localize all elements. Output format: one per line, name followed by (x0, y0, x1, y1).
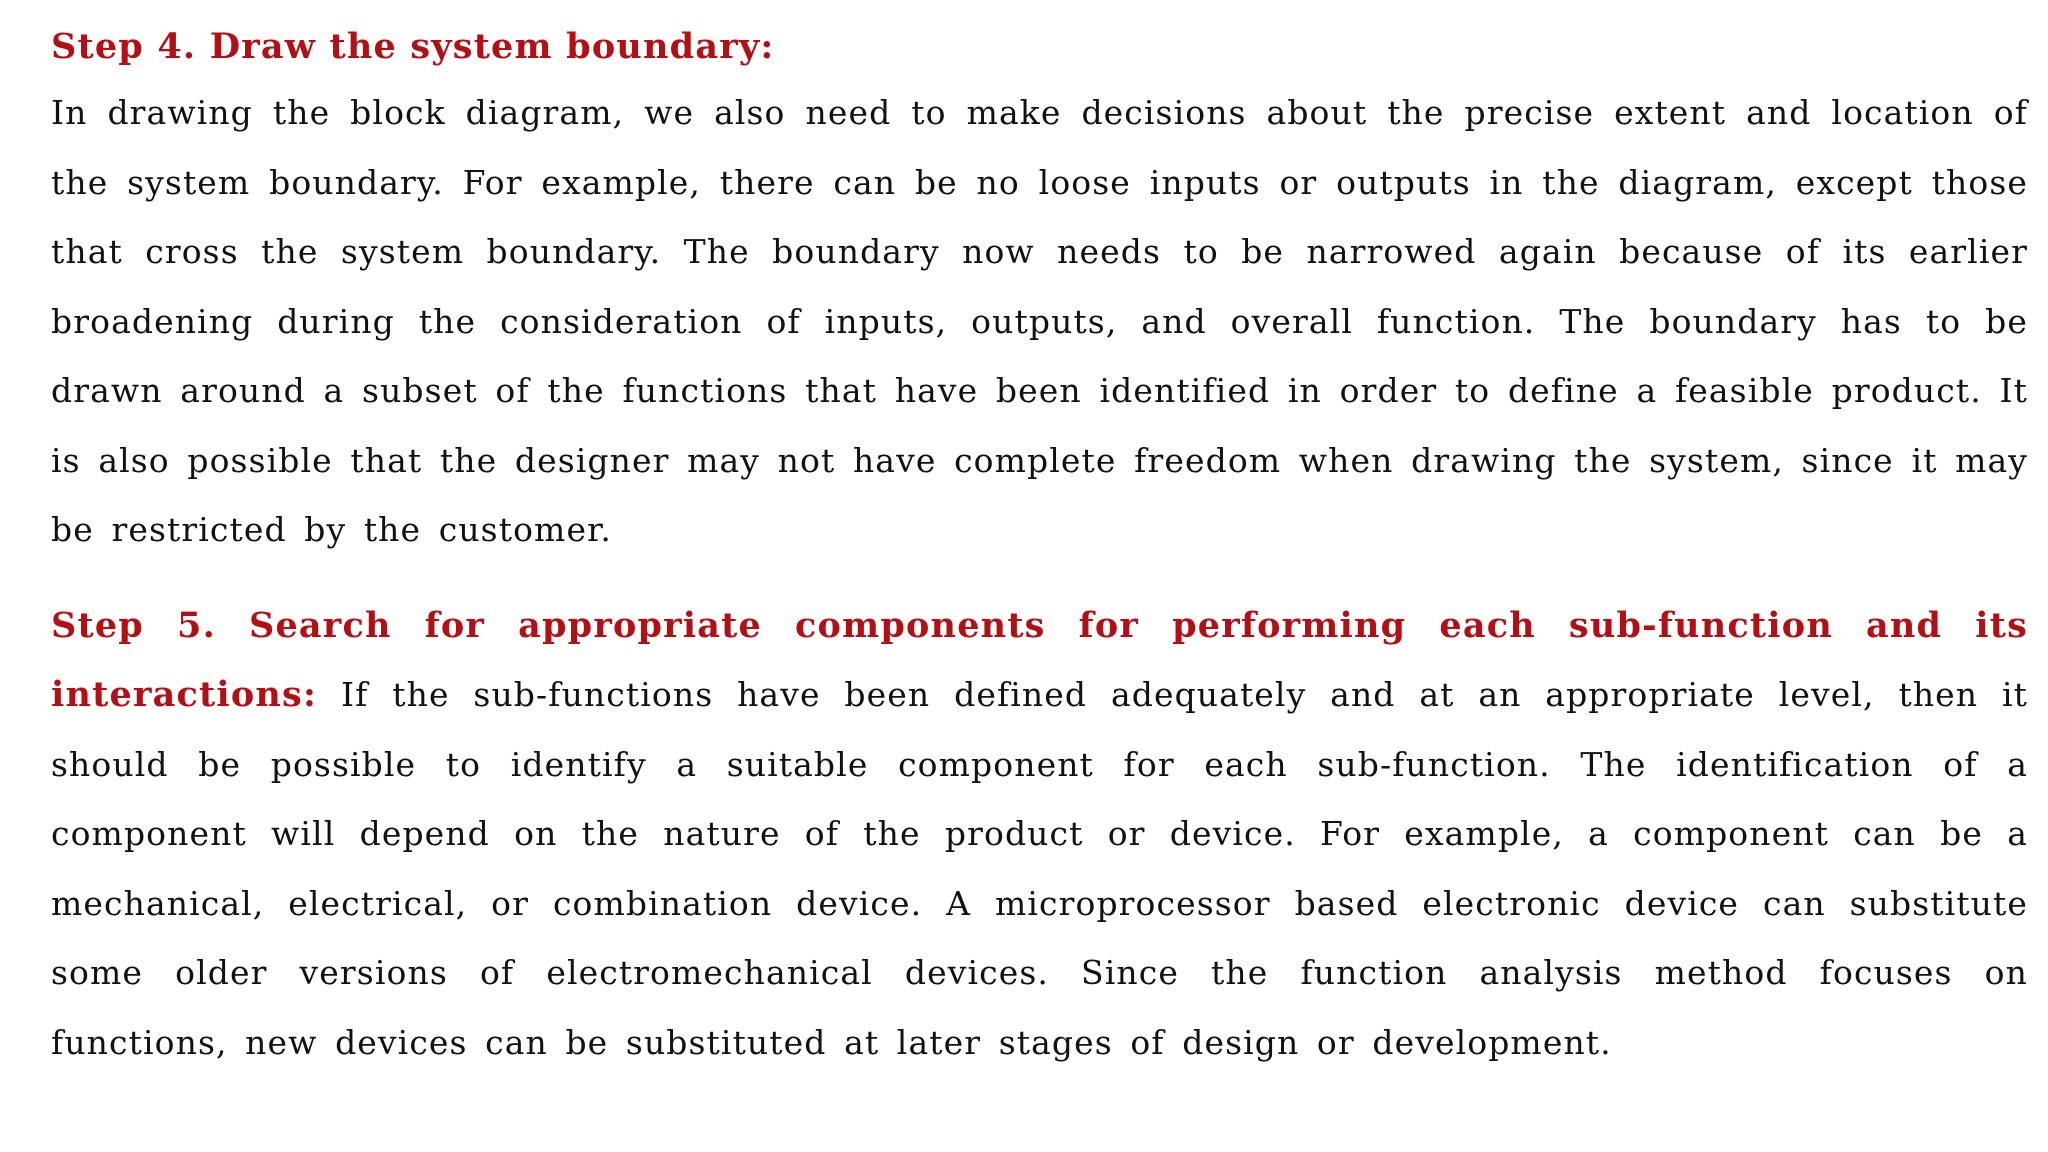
step-5-heading: Step 5. Search for appropriate components for performing each sub-function and its interactions: (51, 604, 2028, 715)
step-5-paragraph (51, 591, 2028, 1078)
step-4-paragraph: In drawing the block diagram, we also need to make decisions about the precise extent and location of the system boundary. For example, there can be no loose inputs or outputs in the diagram, except those that cross the system boundary. The boundary now needs to be narrowed again because of its earlier broadening during the consideration of inputs, outputs, and overall function. The boundary has to be drawn around a subset of the functions that have been identified in order to define a feasible product. It is also possible that the designer may not have complete freedom when drawing the system, since it may be restricted by the customer. (51, 93, 2028, 549)
step-4-section (51, 20, 2028, 565)
step-5-body: If the sub-functions have been defined adequately and at an appropriate level, then it should be possible to identify a suitable component for each sub-function. The identification of a component will depend on the nature of the product or device. For example, a component can be a mechanical, electrical, or combination device. A microprocessor based electronic device can substitute some older versions of electromechanical devices. Since the function analysis method focuses on functions, new devices can be substituted at later stages of design or development. (51, 675, 2029, 1062)
document-page (51, 20, 2028, 1077)
step-4-heading: Step 4. Draw the system boundary: (51, 26, 775, 67)
step-5-section (51, 591, 2028, 1078)
